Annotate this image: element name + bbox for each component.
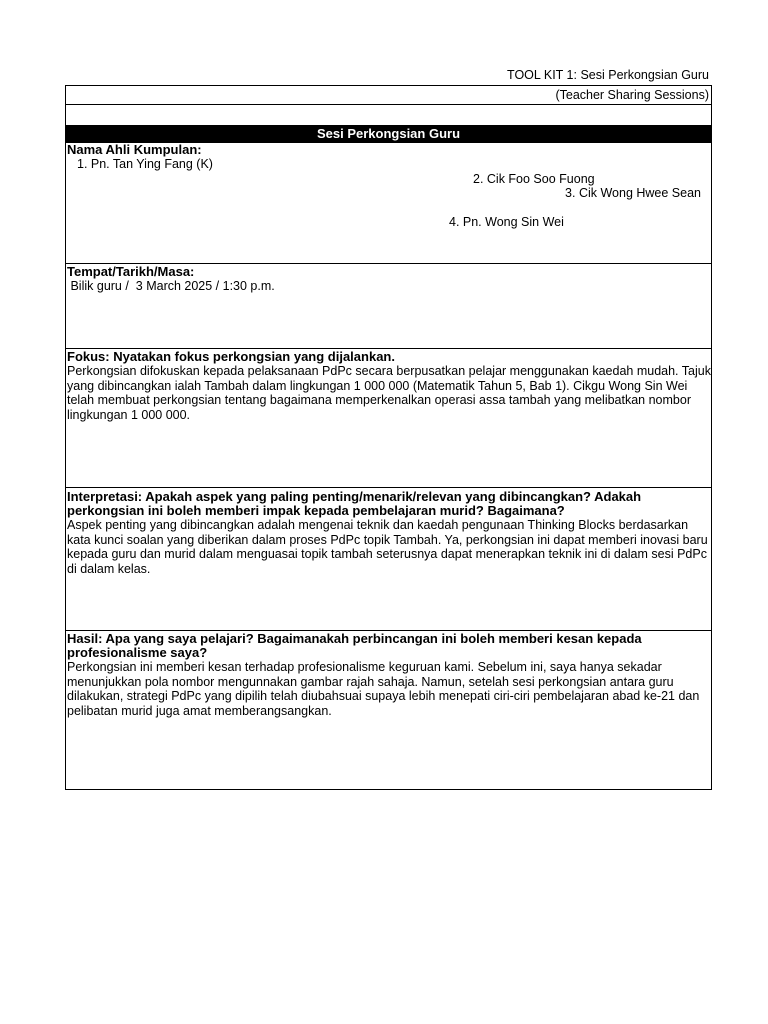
- sharing-session-form: [65, 85, 712, 790]
- interpretation-text: Aspek penting yang dibincangkan adalah mengenai teknik dan kaedah pengunaan Thinking Blocks berdasarkan kata kunci soalan yang diberikan dalam proses PdPc topik Tambah. Ya, perkongsian ini dapat memberi inovasi baru kepada guru dan murid dalam menguasai topik tambah seterusnya dapat menerapkan teknik ini di dalam sesi PdPc di dalam kelas.: [67, 518, 708, 576]
- member-3: 3. Cik Wong Hwee Sean: [565, 186, 701, 200]
- interpretation-section: [66, 488, 711, 631]
- toolkit-title: TOOL KIT 1: Sesi Perkongsian Guru: [507, 68, 709, 82]
- form-subtitle: (Teacher Sharing Sessions): [555, 88, 709, 102]
- venue-heading: Tempat/Tarikh/Masa:: [67, 264, 195, 279]
- venue-section: [66, 264, 711, 349]
- interpretation-heading: Interpretasi: Apakah aspek yang paling penting/menarik/relevan yang dibincangkan? Adakah perkongsian ini boleh memberi impak kepada pembelajaran murid? Bagaimana?: [67, 489, 642, 518]
- member-1: 1. Pn. Tan Ying Fang (K): [77, 157, 213, 171]
- blank-row: [66, 105, 711, 125]
- venue-value: Bilik guru / 3 March 2025 / 1:30 p.m.: [67, 279, 275, 293]
- result-text: Perkongsian ini memberi kesan terhadap profesionalisme keguruan kami. Sebelum ini, saya hanya sekadar menunjukkan pola nombor mengunnakan gambar rajah sahaja. Namun, setelah sesi perkongsian antara guru dilakukan, strategi PdPc yang dipilih telah diubahsuai supaya lebih menepati ciri-ciri pembelajaran abad ke-21 dan pelibatan murid juga amat memberangsangkan.: [67, 660, 700, 718]
- form-banner: Sesi Perkongsian Guru: [66, 125, 711, 143]
- members-heading: Nama Ahli Kumpulan:: [67, 142, 202, 157]
- member-2: 2. Cik Foo Soo Fuong: [473, 172, 595, 186]
- subtitle-row: [66, 86, 711, 105]
- focus-section: [66, 349, 711, 488]
- result-section: [66, 631, 711, 789]
- focus-text: Perkongsian difokuskan kepada pelaksanaan PdPc secara berpusatkan pelajar menggunakan kaedah mudah. Tajuk yang dibincangkan ialah Tambah dalam lingkungan 1 000 000 (Matematik Tahun 5, Bab 1). Cikgu Wong Sin Wei telah membuat perkongsian tentang bagaimana memperkenalkan operasi assa tambah yang melibatkan nombor lingkungan 1 000 000.: [67, 364, 711, 422]
- result-heading: Hasil: Apa yang saya pelajari? Bagaimanakah perbincangan ini boleh memberi kesan kepada profesionalisme saya?: [67, 631, 642, 660]
- member-4: 4. Pn. Wong Sin Wei: [449, 215, 564, 229]
- focus-heading: Fokus: Nyatakan fokus perkongsian yang dijalankan.: [67, 349, 395, 364]
- members-section: [66, 143, 711, 264]
